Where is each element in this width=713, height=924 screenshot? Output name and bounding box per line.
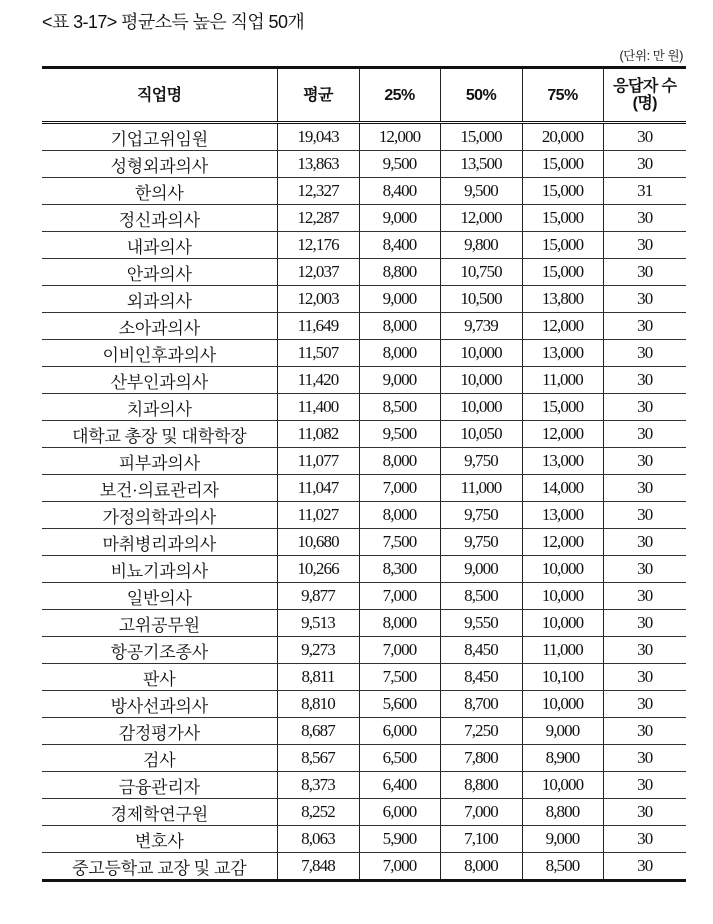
cell-occupation: 대학교 총장 및 대학학장 xyxy=(42,421,277,448)
cell-p25: 5,600 xyxy=(359,691,440,718)
cell-p25: 8,400 xyxy=(359,178,440,205)
table-row xyxy=(42,718,686,745)
cell-p50: 8,700 xyxy=(440,691,522,718)
cell-occupation: 검사 xyxy=(42,745,277,772)
cell-respondents: 30 xyxy=(603,718,686,745)
table-row xyxy=(42,826,686,853)
cell-occupation: 외과의사 xyxy=(42,286,277,313)
cell-mean: 12,176 xyxy=(277,232,359,259)
cell-p75: 13,000 xyxy=(522,502,603,529)
table-row xyxy=(42,556,686,583)
cell-p25: 9,000 xyxy=(359,205,440,232)
table-caption: <표 3-17> 평균소득 높은 직업 50개 xyxy=(42,12,305,32)
cell-p50: 13,500 xyxy=(440,151,522,178)
cell-p25: 6,500 xyxy=(359,745,440,772)
header-mean: 평균 xyxy=(277,68,359,123)
cell-occupation: 마취병리과의사 xyxy=(42,529,277,556)
cell-respondents: 30 xyxy=(603,286,686,313)
table-row xyxy=(42,772,686,799)
cell-occupation: 한의사 xyxy=(42,178,277,205)
cell-p25: 7,500 xyxy=(359,529,440,556)
cell-respondents: 30 xyxy=(603,637,686,664)
cell-p50: 8,800 xyxy=(440,772,522,799)
cell-p25: 8,500 xyxy=(359,394,440,421)
cell-mean: 11,047 xyxy=(277,475,359,502)
table-row xyxy=(42,448,686,475)
table-row xyxy=(42,259,686,286)
cell-occupation: 항공기조종사 xyxy=(42,637,277,664)
cell-occupation: 변호사 xyxy=(42,826,277,853)
cell-mean: 8,567 xyxy=(277,745,359,772)
cell-mean: 10,266 xyxy=(277,556,359,583)
cell-occupation: 정신과의사 xyxy=(42,205,277,232)
cell-respondents: 30 xyxy=(603,826,686,853)
cell-p75: 9,000 xyxy=(522,718,603,745)
cell-p75: 12,000 xyxy=(522,529,603,556)
cell-p25: 12,000 xyxy=(359,123,440,151)
cell-respondents: 30 xyxy=(603,691,686,718)
cell-p25: 6,000 xyxy=(359,799,440,826)
cell-p50: 9,500 xyxy=(440,178,522,205)
cell-mean: 11,077 xyxy=(277,448,359,475)
cell-respondents: 30 xyxy=(603,340,686,367)
cell-p25: 8,000 xyxy=(359,610,440,637)
cell-p50: 11,000 xyxy=(440,475,522,502)
cell-respondents: 30 xyxy=(603,502,686,529)
table-row xyxy=(42,205,686,232)
cell-p50: 10,000 xyxy=(440,394,522,421)
cell-p50: 9,750 xyxy=(440,448,522,475)
cell-occupation: 비뇨기과의사 xyxy=(42,556,277,583)
table-row xyxy=(42,340,686,367)
cell-mean: 9,513 xyxy=(277,610,359,637)
cell-respondents: 30 xyxy=(603,232,686,259)
cell-mean: 11,400 xyxy=(277,394,359,421)
cell-occupation: 치과의사 xyxy=(42,394,277,421)
table-row xyxy=(42,286,686,313)
table-row xyxy=(42,745,686,772)
cell-p25: 7,000 xyxy=(359,853,440,881)
cell-p50: 10,750 xyxy=(440,259,522,286)
cell-p25: 9,000 xyxy=(359,367,440,394)
cell-mean: 7,848 xyxy=(277,853,359,881)
cell-mean: 9,273 xyxy=(277,637,359,664)
cell-occupation: 산부인과의사 xyxy=(42,367,277,394)
cell-p50: 12,000 xyxy=(440,205,522,232)
cell-p50: 10,000 xyxy=(440,367,522,394)
cell-p25: 8,000 xyxy=(359,448,440,475)
cell-p50: 9,000 xyxy=(440,556,522,583)
cell-p25: 7,000 xyxy=(359,637,440,664)
cell-p75: 15,000 xyxy=(522,205,603,232)
cell-mean: 12,327 xyxy=(277,178,359,205)
cell-respondents: 30 xyxy=(603,745,686,772)
cell-respondents: 30 xyxy=(603,853,686,881)
header-row xyxy=(42,68,686,123)
cell-respondents: 30 xyxy=(603,799,686,826)
cell-occupation: 소아과의사 xyxy=(42,313,277,340)
cell-occupation: 성형외과의사 xyxy=(42,151,277,178)
header-p75: 75% xyxy=(522,68,603,123)
cell-respondents: 30 xyxy=(603,556,686,583)
table-row xyxy=(42,367,686,394)
cell-p25: 8,800 xyxy=(359,259,440,286)
cell-occupation: 감정평가사 xyxy=(42,718,277,745)
cell-occupation: 피부과의사 xyxy=(42,448,277,475)
header-p50: 50% xyxy=(440,68,522,123)
cell-mean: 12,003 xyxy=(277,286,359,313)
cell-occupation: 가정의학과의사 xyxy=(42,502,277,529)
header-p25: 25% xyxy=(359,68,440,123)
header-occupation: 직업명 xyxy=(42,68,277,123)
cell-p50: 9,800 xyxy=(440,232,522,259)
cell-p75: 15,000 xyxy=(522,178,603,205)
cell-respondents: 30 xyxy=(603,475,686,502)
cell-p75: 13,800 xyxy=(522,286,603,313)
cell-p25: 9,500 xyxy=(359,421,440,448)
table-row xyxy=(42,123,686,151)
cell-p75: 10,000 xyxy=(522,772,603,799)
cell-p50: 7,800 xyxy=(440,745,522,772)
cell-mean: 8,252 xyxy=(277,799,359,826)
table-row xyxy=(42,799,686,826)
header-respondents: 응답자 수 (명) xyxy=(603,68,686,123)
cell-p75: 15,000 xyxy=(522,232,603,259)
cell-occupation: 경제학연구원 xyxy=(42,799,277,826)
cell-p50: 9,550 xyxy=(440,610,522,637)
cell-mean: 8,373 xyxy=(277,772,359,799)
cell-p50: 9,750 xyxy=(440,529,522,556)
cell-occupation: 안과의사 xyxy=(42,259,277,286)
cell-p25: 8,400 xyxy=(359,232,440,259)
income-table xyxy=(42,66,686,882)
cell-mean: 11,082 xyxy=(277,421,359,448)
table-row xyxy=(42,421,686,448)
table-row xyxy=(42,151,686,178)
cell-p75: 13,000 xyxy=(522,340,603,367)
cell-p50: 9,739 xyxy=(440,313,522,340)
cell-p75: 11,000 xyxy=(522,637,603,664)
cell-mean: 19,043 xyxy=(277,123,359,151)
cell-p50: 8,450 xyxy=(440,664,522,691)
cell-mean: 11,420 xyxy=(277,367,359,394)
cell-respondents: 31 xyxy=(603,178,686,205)
table-row xyxy=(42,178,686,205)
cell-p75: 9,000 xyxy=(522,826,603,853)
cell-p75: 10,000 xyxy=(522,556,603,583)
cell-p50: 7,100 xyxy=(440,826,522,853)
table-row xyxy=(42,853,686,881)
cell-mean: 11,649 xyxy=(277,313,359,340)
cell-respondents: 30 xyxy=(603,529,686,556)
cell-p25: 8,000 xyxy=(359,340,440,367)
cell-mean: 8,687 xyxy=(277,718,359,745)
cell-p50: 15,000 xyxy=(440,123,522,151)
cell-p50: 10,500 xyxy=(440,286,522,313)
table-row xyxy=(42,583,686,610)
cell-p50: 9,750 xyxy=(440,502,522,529)
cell-respondents: 30 xyxy=(603,205,686,232)
cell-p75: 14,000 xyxy=(522,475,603,502)
cell-mean: 8,810 xyxy=(277,691,359,718)
cell-p75: 13,000 xyxy=(522,448,603,475)
cell-occupation: 보건·의료관리자 xyxy=(42,475,277,502)
cell-mean: 11,027 xyxy=(277,502,359,529)
cell-respondents: 30 xyxy=(603,772,686,799)
cell-p75: 12,000 xyxy=(522,421,603,448)
cell-respondents: 30 xyxy=(603,367,686,394)
cell-respondents: 30 xyxy=(603,313,686,340)
cell-p25: 7,500 xyxy=(359,664,440,691)
table-row xyxy=(42,502,686,529)
cell-occupation: 방사선과의사 xyxy=(42,691,277,718)
cell-p50: 7,250 xyxy=(440,718,522,745)
cell-respondents: 30 xyxy=(603,394,686,421)
table-row xyxy=(42,529,686,556)
table-row xyxy=(42,313,686,340)
cell-mean: 8,811 xyxy=(277,664,359,691)
cell-respondents: 30 xyxy=(603,123,686,151)
cell-p25: 6,400 xyxy=(359,772,440,799)
cell-occupation: 기업고위임원 xyxy=(42,123,277,151)
cell-p75: 10,000 xyxy=(522,691,603,718)
cell-p75: 10,000 xyxy=(522,583,603,610)
cell-p25: 9,500 xyxy=(359,151,440,178)
cell-mean: 10,680 xyxy=(277,529,359,556)
cell-respondents: 30 xyxy=(603,151,686,178)
cell-p75: 12,000 xyxy=(522,313,603,340)
table-row xyxy=(42,232,686,259)
cell-respondents: 30 xyxy=(603,448,686,475)
cell-p75: 8,800 xyxy=(522,799,603,826)
cell-mean: 8,063 xyxy=(277,826,359,853)
cell-occupation: 금융관리자 xyxy=(42,772,277,799)
cell-p25: 5,900 xyxy=(359,826,440,853)
cell-mean: 13,863 xyxy=(277,151,359,178)
cell-respondents: 30 xyxy=(603,421,686,448)
cell-mean: 12,037 xyxy=(277,259,359,286)
cell-occupation: 일반의사 xyxy=(42,583,277,610)
cell-occupation: 고위공무원 xyxy=(42,610,277,637)
cell-p25: 9,000 xyxy=(359,286,440,313)
cell-p75: 20,000 xyxy=(522,123,603,151)
cell-p50: 10,000 xyxy=(440,340,522,367)
cell-occupation: 판사 xyxy=(42,664,277,691)
cell-p75: 11,000 xyxy=(522,367,603,394)
cell-p75: 10,000 xyxy=(522,610,603,637)
cell-p50: 8,500 xyxy=(440,583,522,610)
cell-p50: 7,000 xyxy=(440,799,522,826)
table-row xyxy=(42,394,686,421)
cell-p75: 10,100 xyxy=(522,664,603,691)
cell-p75: 15,000 xyxy=(522,151,603,178)
cell-mean: 12,287 xyxy=(277,205,359,232)
unit-note: (단위: 만 원) xyxy=(619,49,683,63)
cell-p25: 8,300 xyxy=(359,556,440,583)
cell-p50: 10,050 xyxy=(440,421,522,448)
cell-p25: 8,000 xyxy=(359,502,440,529)
cell-p50: 8,000 xyxy=(440,853,522,881)
table-row xyxy=(42,475,686,502)
cell-respondents: 30 xyxy=(603,610,686,637)
cell-p75: 8,900 xyxy=(522,745,603,772)
cell-p75: 8,500 xyxy=(522,853,603,881)
cell-p75: 15,000 xyxy=(522,259,603,286)
cell-respondents: 30 xyxy=(603,259,686,286)
cell-p25: 8,000 xyxy=(359,313,440,340)
cell-occupation: 중고등학교 교장 및 교감 xyxy=(42,853,277,881)
cell-p50: 8,450 xyxy=(440,637,522,664)
cell-mean: 9,877 xyxy=(277,583,359,610)
table-row xyxy=(42,610,686,637)
cell-p25: 7,000 xyxy=(359,475,440,502)
cell-occupation: 이비인후과의사 xyxy=(42,340,277,367)
cell-mean: 11,507 xyxy=(277,340,359,367)
cell-p25: 7,000 xyxy=(359,583,440,610)
table-row xyxy=(42,664,686,691)
cell-respondents: 30 xyxy=(603,664,686,691)
cell-p75: 15,000 xyxy=(522,394,603,421)
cell-p25: 6,000 xyxy=(359,718,440,745)
table-row xyxy=(42,691,686,718)
table-row xyxy=(42,637,686,664)
cell-occupation: 내과의사 xyxy=(42,232,277,259)
cell-respondents: 30 xyxy=(603,583,686,610)
